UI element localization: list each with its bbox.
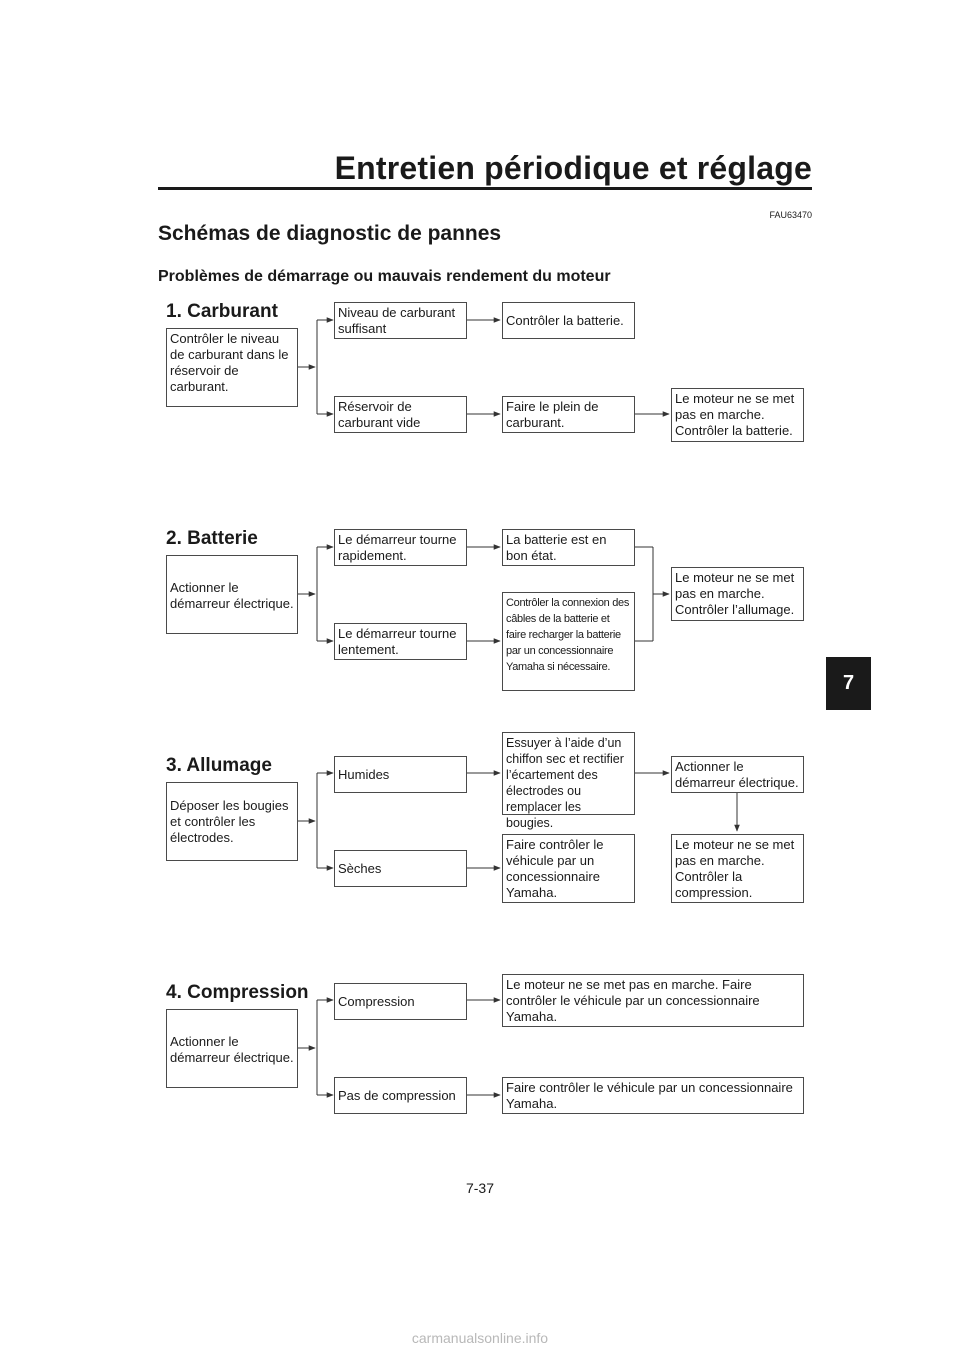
footer-watermark: carmanualsonline.info: [411, 1330, 549, 1346]
allumage-option-b-action-box: Faire contrôler le véhicule par un concessionnaire Yamaha.: [502, 834, 635, 903]
carburant-start-box: Contrôler le niveau de carburant dans le réservoir de carburant.: [166, 328, 298, 407]
compression-option-b-result-box: Faire contrôler le véhicule par un concessionnaire Yamaha.: [502, 1077, 804, 1114]
section-subtitle: Problèmes de démarrage ou mauvais rendement du moteur: [158, 268, 611, 285]
allumage-option-a-box: Humides: [334, 756, 467, 793]
allumage-option-a-action-box: Essuyer à l’aide d’un chiffon sec et rectifier l’écartement des électrodes ou remplacer les bougies.: [502, 732, 635, 815]
batterie-option-b-action-box: Contrôler la connexion des câbles de la batterie et faire recharger la batterie par un concessionnaire Yamaha si nécessaire.: [502, 592, 635, 691]
carburant-title: 1. Carburant: [166, 301, 278, 322]
allumage-option-a-next-box: Actionner le démarreur électrique.: [671, 756, 804, 793]
chapter-tab: 7: [826, 657, 871, 710]
carburant-option-a-box: Niveau de carburant suffisant: [334, 302, 467, 339]
compression-option-b-box: Pas de compression: [334, 1077, 467, 1114]
batterie-option-a-box: Le démarreur tourne rapidement.: [334, 529, 467, 566]
batterie-result-box: Le moteur ne se met pas en marche. Contrôler l’allumage.: [671, 567, 804, 621]
carburant-option-b-result-box: Le moteur ne se met pas en marche. Contrôler la batterie.: [671, 388, 804, 442]
batterie-title: 2. Batterie: [166, 528, 258, 549]
carburant-option-b-box: Réservoir de carburant vide: [334, 396, 467, 433]
carburant-option-b-action-box: Faire le plein de carburant.: [502, 396, 635, 433]
page-number: 7-37: [465, 1180, 495, 1196]
document-code: FAU63470: [769, 210, 812, 220]
allumage-option-a-result-box: Le moteur ne se met pas en marche. Contrôler la compression.: [671, 834, 804, 903]
compression-start-box: Actionner le démarreur électrique.: [166, 1009, 298, 1088]
compression-title: 4. Compression: [166, 982, 309, 1003]
allumage-title: 3. Allumage: [166, 755, 272, 776]
compression-option-a-box: Compression: [334, 983, 467, 1020]
compression-option-a-result-box: Le moteur ne se met pas en marche. Faire contrôler le véhicule par un concessionnaire Yamaha.: [502, 974, 804, 1027]
page-header-title: Entretien périodique et réglage: [334, 150, 812, 186]
batterie-option-a-result-box: La batterie est en bon état.: [502, 529, 635, 566]
allumage-option-b-box: Sèches: [334, 850, 467, 887]
carburant-option-a-result-box: Contrôler la batterie.: [502, 302, 635, 339]
section-title: Schémas de diagnostic de pannes: [158, 222, 502, 245]
batterie-option-b-box: Le démarreur tourne lentement.: [334, 623, 467, 660]
batterie-start-box: Actionner le démarreur électrique.: [166, 555, 298, 634]
allumage-start-box: Déposer les bougies et contrôler les électrodes.: [166, 782, 298, 861]
